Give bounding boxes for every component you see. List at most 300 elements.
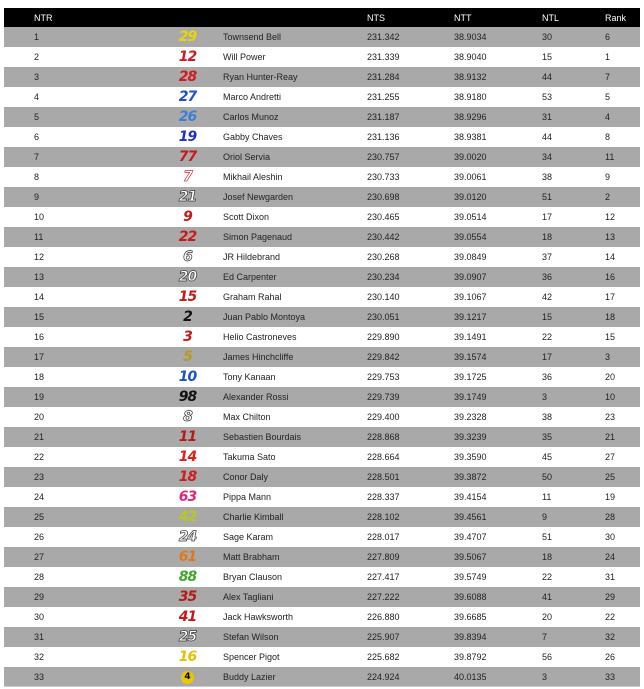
cell-ntl: 38 <box>542 412 553 422</box>
cell-driver-name: Conor Daly <box>223 467 367 487</box>
cell-ntt: 39.1749 <box>454 387 542 407</box>
cell-nts: 228.337 <box>367 492 400 502</box>
cell-ntr: 13 <box>4 267 152 287</box>
cell-rank: 15 <box>605 332 616 342</box>
cell-ntr: 28 <box>34 572 45 582</box>
cell-car-number <box>152 627 223 647</box>
cell-rank: 25 <box>605 467 640 487</box>
cell-rank: 33 <box>605 667 640 687</box>
car-number-logo: 41 <box>178 609 197 625</box>
table-body <box>4 27 640 687</box>
cell-car-number <box>152 207 223 227</box>
cell-ntr: 25 <box>4 507 152 527</box>
cell-ntl: 50 <box>542 467 605 487</box>
cell-driver-name: Alex Tagliani <box>223 587 367 607</box>
cell-driver-name: Tony Kanaan <box>223 372 276 382</box>
cell-ntr: 8 <box>34 172 40 182</box>
car-number-logo: 10 <box>178 369 197 385</box>
cell-nts: 231.342 <box>367 27 454 47</box>
cell-rank: 21 <box>605 427 640 447</box>
cell-ntl: 17 <box>542 212 553 222</box>
cell-nts: 226.880 <box>367 612 400 622</box>
car-number-logo: 77 <box>178 149 197 165</box>
cell-ntl: 30 <box>542 27 605 47</box>
car-number-logo: 2 <box>183 309 192 325</box>
car-number-logo: 7 <box>183 169 192 185</box>
cell-ntr: 22 <box>34 452 45 462</box>
car-number-logo: 16 <box>178 649 197 665</box>
cell-ntt: 38.9381 <box>454 132 487 142</box>
car-number-logo: 63 <box>178 489 197 505</box>
cell-nts: 227.222 <box>367 587 454 607</box>
cell-car-number <box>152 507 223 527</box>
cell-ntl: 37 <box>542 252 553 262</box>
cell-ntt: 39.3239 <box>454 427 542 447</box>
cell-ntt: 39.0020 <box>454 147 542 167</box>
cell-ntr: 33 <box>4 667 152 687</box>
cell-ntt: 39.1217 <box>454 307 542 327</box>
cell-rank: 6 <box>605 27 640 47</box>
cell-ntt: 38.9132 <box>454 67 542 87</box>
cell-ntl: 31 <box>542 107 605 127</box>
cell-driver-name: Alexander Rossi <box>223 387 367 407</box>
cell-rank: 5 <box>605 92 611 102</box>
cell-ntt: 39.0061 <box>454 172 487 182</box>
table-row <box>4 527 640 547</box>
table-header-row <box>4 8 640 27</box>
cell-ntt: 39.1574 <box>454 347 542 367</box>
header-ntl[interactable]: NTL <box>542 8 605 27</box>
table-row <box>4 267 640 287</box>
cell-ntr: 2 <box>34 52 40 62</box>
cell-rank: 16 <box>605 267 640 287</box>
table-row <box>4 547 640 567</box>
cell-rank: 8 <box>605 132 611 142</box>
cell-driver-name: Townsend Bell <box>223 27 367 47</box>
cell-ntl: 41 <box>542 587 605 607</box>
car-number-logo: 27 <box>178 89 197 105</box>
cell-driver-name: Ed Carpenter <box>223 267 367 287</box>
cell-ntl: 53 <box>542 92 553 102</box>
cell-driver-name: Graham Rahal <box>223 292 282 302</box>
header-ntt[interactable]: NTT <box>454 8 542 27</box>
cell-car-number <box>152 667 223 687</box>
table-row <box>4 407 640 427</box>
cell-rank: 24 <box>605 547 640 567</box>
cell-rank: 27 <box>605 452 616 462</box>
cell-ntt: 39.1725 <box>454 372 487 382</box>
car-number-logo: 15 <box>178 289 197 305</box>
car-number-logo: 4 <box>181 671 194 684</box>
cell-ntt: 39.0120 <box>454 187 542 207</box>
header-car-number <box>152 8 223 27</box>
cell-driver-name: Helio Castroneves <box>223 332 297 342</box>
cell-car-number <box>152 547 223 567</box>
cell-nts: 230.465 <box>367 212 400 222</box>
table-row <box>4 207 640 227</box>
cell-driver-name: James Hinchcliffe <box>223 347 367 367</box>
cell-nts: 230.268 <box>367 252 400 262</box>
table-row <box>4 247 640 267</box>
cell-driver-name: Will Power <box>223 52 266 62</box>
cell-driver-name: Simon Pagenaud <box>223 227 367 247</box>
cell-driver-name: Spencer Pigot <box>223 652 280 662</box>
cell-nts: 228.868 <box>367 427 454 447</box>
cell-driver-name: JR Hildebrand <box>223 252 281 262</box>
cell-ntr: 16 <box>34 332 45 342</box>
cell-nts: 225.682 <box>367 652 400 662</box>
cell-ntl: 51 <box>542 532 553 542</box>
cell-ntr: 14 <box>34 292 45 302</box>
cell-nts: 231.136 <box>367 132 400 142</box>
cell-ntl: 44 <box>542 67 605 87</box>
table-row <box>4 107 640 127</box>
cell-car-number <box>152 347 223 367</box>
cell-ntt: 39.4707 <box>454 532 487 542</box>
cell-ntt: 39.0849 <box>454 252 487 262</box>
cell-rank: 28 <box>605 507 640 527</box>
cell-ntl: 34 <box>542 147 605 167</box>
cell-nts: 231.255 <box>367 92 400 102</box>
cell-driver-name: Bryan Clauson <box>223 572 283 582</box>
cell-rank: 2 <box>605 187 640 207</box>
cell-rank: 18 <box>605 307 640 327</box>
cell-nts: 230.733 <box>367 172 400 182</box>
cell-ntr: 1 <box>4 27 152 47</box>
cell-rank: 9 <box>605 172 611 182</box>
car-number-logo: 19 <box>178 129 197 145</box>
cell-ntt: 39.0514 <box>454 212 487 222</box>
cell-nts: 227.809 <box>367 547 454 567</box>
cell-driver-name: Max Chilton <box>223 412 271 422</box>
cell-ntr: 6 <box>34 132 40 142</box>
cell-car-number <box>152 307 223 327</box>
cell-ntl: 9 <box>542 507 605 527</box>
car-number-logo: 21 <box>178 189 197 205</box>
cell-ntr: 30 <box>34 612 45 622</box>
table-row <box>4 147 640 167</box>
cell-rank: 31 <box>605 572 616 582</box>
cell-ntl: 36 <box>542 267 605 287</box>
header-driver <box>223 8 367 27</box>
cell-ntr: 17 <box>4 347 152 367</box>
cell-rank: 19 <box>605 492 616 502</box>
cell-driver-name: Jack Hawksworth <box>223 612 294 622</box>
table-row <box>4 127 640 147</box>
cell-car-number <box>152 27 223 47</box>
cell-ntr: 3 <box>4 67 152 87</box>
cell-ntl: 44 <box>542 132 553 142</box>
cell-nts: 225.907 <box>367 627 454 647</box>
cell-ntr: 12 <box>34 252 45 262</box>
cell-ntr: 11 <box>4 227 152 247</box>
cell-car-number <box>152 607 223 627</box>
cell-car-number <box>152 167 223 187</box>
cell-ntl: 36 <box>542 372 553 382</box>
cell-driver-name: Charlie Kimball <box>223 507 367 527</box>
cell-ntr: 21 <box>4 427 152 447</box>
cell-ntl: 38 <box>542 172 553 182</box>
cell-rank: 3 <box>605 347 640 367</box>
cell-driver-name: Buddy Lazier <box>223 667 367 687</box>
cell-car-number <box>152 407 223 427</box>
cell-car-number <box>152 47 223 67</box>
car-number-logo: 88 <box>178 569 197 585</box>
cell-nts: 230.140 <box>367 292 400 302</box>
cell-driver-name: Ryan Hunter-Reay <box>223 67 367 87</box>
cell-nts: 229.753 <box>367 372 400 382</box>
table-row <box>4 647 640 667</box>
cell-driver-name: Sebastien Bourdais <box>223 427 367 447</box>
cell-car-number <box>152 267 223 287</box>
car-number-logo: 29 <box>178 29 197 45</box>
cell-ntl: 45 <box>542 452 553 462</box>
cell-car-number <box>152 647 223 667</box>
cell-ntl: 42 <box>542 292 553 302</box>
table-row <box>4 447 640 467</box>
cell-car-number <box>152 587 223 607</box>
table-row <box>4 67 640 87</box>
cell-ntt: 39.4561 <box>454 507 542 527</box>
cell-car-number <box>152 127 223 147</box>
cell-ntl: 51 <box>542 187 605 207</box>
cell-car-number <box>152 227 223 247</box>
cell-driver-name: Josef Newgarden <box>223 187 367 207</box>
cell-ntl: 17 <box>542 347 605 367</box>
table-row <box>4 387 640 407</box>
cell-rank: 32 <box>605 627 640 647</box>
cell-nts: 230.234 <box>367 267 454 287</box>
cell-ntt: 40.0135 <box>454 667 542 687</box>
table-row <box>4 87 640 107</box>
cell-ntl: 18 <box>542 547 605 567</box>
cell-nts: 230.757 <box>367 147 454 167</box>
car-number-logo: 14 <box>178 449 197 465</box>
cell-ntl: 56 <box>542 652 553 662</box>
cell-car-number <box>152 87 223 107</box>
cell-ntl: 11 <box>542 492 552 502</box>
cell-car-number <box>152 487 223 507</box>
cell-car-number <box>152 387 223 407</box>
cell-ntt: 39.1067 <box>454 292 487 302</box>
cell-rank: 30 <box>605 532 616 542</box>
cell-driver-name: Marco Andretti <box>223 92 282 102</box>
cell-ntr: 23 <box>4 467 152 487</box>
cell-ntt: 39.1491 <box>454 332 487 342</box>
results-table <box>4 8 640 687</box>
table-row <box>4 507 640 527</box>
table-row <box>4 587 640 607</box>
cell-ntl: 3 <box>542 387 605 407</box>
cell-car-number <box>152 427 223 447</box>
cell-ntt: 39.0907 <box>454 267 542 287</box>
car-number-logo: 22 <box>178 229 197 245</box>
cell-ntr: 27 <box>4 547 152 567</box>
car-number-logo: 61 <box>178 549 197 565</box>
results-table-container <box>4 8 640 687</box>
cell-nts: 228.017 <box>367 532 400 542</box>
table-row <box>4 667 640 687</box>
cell-nts: 230.442 <box>367 227 454 247</box>
cell-ntt: 39.5067 <box>454 547 542 567</box>
cell-ntt: 39.8792 <box>454 652 487 662</box>
table-row <box>4 47 640 67</box>
table-row <box>4 167 640 187</box>
cell-car-number <box>152 287 223 307</box>
car-number-logo: 28 <box>178 69 197 85</box>
car-number-logo: 11 <box>178 429 197 445</box>
cell-driver-name: Stefan Wilson <box>223 627 367 647</box>
cell-driver-name: Takuma Sato <box>223 452 276 462</box>
cell-car-number <box>152 247 223 267</box>
car-number-logo: 35 <box>178 589 197 605</box>
cell-driver-name: Juan Pablo Montoya <box>223 307 367 327</box>
cell-driver-name: Carlos Munoz <box>223 107 367 127</box>
cell-rank: 4 <box>605 107 640 127</box>
cell-ntt: 38.9296 <box>454 107 542 127</box>
cell-ntt: 39.4154 <box>454 492 487 502</box>
cell-nts: 230.698 <box>367 187 454 207</box>
cell-rank: 1 <box>605 52 611 62</box>
table-row <box>4 467 640 487</box>
car-number-logo: 3 <box>183 329 192 345</box>
cell-nts: 228.664 <box>367 452 400 462</box>
cell-ntr: 29 <box>4 587 152 607</box>
cell-ntr: 19 <box>4 387 152 407</box>
cell-driver-name: Mikhail Aleshin <box>223 172 283 182</box>
cell-ntl: 7 <box>542 627 605 647</box>
cell-ntt: 39.6685 <box>454 612 487 622</box>
car-number-logo: 25 <box>178 629 197 645</box>
table-row <box>4 287 640 307</box>
table-row <box>4 367 640 387</box>
cell-ntl: 22 <box>542 572 553 582</box>
cell-rank: 10 <box>605 387 640 407</box>
cell-ntt: 38.9180 <box>454 92 487 102</box>
cell-car-number <box>152 67 223 87</box>
table-row <box>4 427 640 447</box>
cell-car-number <box>152 147 223 167</box>
cell-nts: 231.339 <box>367 52 400 62</box>
cell-driver-name: Sage Karam <box>223 532 274 542</box>
table-row <box>4 347 640 367</box>
cell-driver-name: Matt Brabham <box>223 547 367 567</box>
cell-ntr: 4 <box>34 92 40 102</box>
cell-car-number <box>152 187 223 207</box>
cell-driver-name: Scott Dixon <box>223 212 270 222</box>
cell-nts: 227.417 <box>367 572 400 582</box>
cell-car-number <box>152 107 223 127</box>
cell-driver-name: Gabby Chaves <box>223 132 283 142</box>
cell-ntr: 10 <box>34 212 45 222</box>
cell-driver-name: Pippa Mann <box>223 492 272 502</box>
cell-ntt: 39.0554 <box>454 227 542 247</box>
header-nts[interactable]: NTS <box>367 8 454 27</box>
cell-nts: 228.102 <box>367 507 454 527</box>
table-row <box>4 187 640 207</box>
cell-ntl: 35 <box>542 427 605 447</box>
cell-ntr: 26 <box>34 532 45 542</box>
cell-nts: 224.924 <box>367 667 454 687</box>
cell-nts: 229.400 <box>367 412 400 422</box>
cell-car-number <box>152 367 223 387</box>
cell-rank: 14 <box>605 252 616 262</box>
cell-ntl: 20 <box>542 612 553 622</box>
cell-nts: 229.842 <box>367 347 454 367</box>
cell-car-number <box>152 327 223 347</box>
cell-ntr: 5 <box>4 107 152 127</box>
cell-ntl: 22 <box>542 332 553 342</box>
cell-ntr: 15 <box>4 307 152 327</box>
cell-nts: 229.739 <box>367 387 454 407</box>
cell-ntr: 9 <box>4 187 152 207</box>
table-row <box>4 27 640 47</box>
cell-ntt: 39.8394 <box>454 627 542 647</box>
cell-ntl: 15 <box>542 52 553 62</box>
car-number-logo: 24 <box>178 529 197 545</box>
cell-ntl: 18 <box>542 227 605 247</box>
header-rank[interactable]: Rank <box>605 8 640 27</box>
cell-rank: 22 <box>605 612 616 622</box>
cell-rank: 7 <box>605 67 640 87</box>
car-number-logo: 5 <box>183 349 192 365</box>
cell-ntr: 24 <box>34 492 45 502</box>
cell-nts: 229.890 <box>367 332 400 342</box>
cell-ntr: 20 <box>34 412 45 422</box>
cell-rank: 13 <box>605 227 640 247</box>
cell-ntr: 31 <box>4 627 152 647</box>
car-number-logo: 20 <box>178 269 197 285</box>
cell-ntt: 39.3872 <box>454 467 542 487</box>
table-row <box>4 327 640 347</box>
cell-nts: 230.051 <box>367 307 454 327</box>
cell-ntl: 3 <box>542 667 605 687</box>
cell-car-number <box>152 527 223 547</box>
cell-ntr: 18 <box>34 372 45 382</box>
table-bottom-divider <box>4 686 640 687</box>
cell-ntr: 32 <box>34 652 45 662</box>
cell-car-number <box>152 447 223 467</box>
table-row <box>4 227 640 247</box>
table-row <box>4 627 640 647</box>
car-number-logo: 18 <box>178 469 197 485</box>
car-number-logo: 42 <box>178 509 197 525</box>
cell-nts: 231.187 <box>367 107 454 127</box>
cell-car-number <box>152 567 223 587</box>
table-row <box>4 487 640 507</box>
cell-ntt: 39.6088 <box>454 587 542 607</box>
car-number-logo: 8 <box>183 409 192 425</box>
cell-ntt: 38.9040 <box>454 52 487 62</box>
cell-rank: 23 <box>605 412 616 422</box>
car-number-logo: 6 <box>183 249 192 265</box>
table-row <box>4 567 640 587</box>
cell-rank: 20 <box>605 372 616 382</box>
cell-rank: 29 <box>605 587 640 607</box>
cell-rank: 17 <box>605 292 616 302</box>
cell-driver-name: Oriol Servia <box>223 147 367 167</box>
cell-nts: 228.501 <box>367 467 454 487</box>
cell-ntt: 39.5749 <box>454 572 487 582</box>
cell-ntt: 39.3590 <box>454 452 487 462</box>
table-row <box>4 307 640 327</box>
car-number-logo: 9 <box>183 209 192 225</box>
table-row <box>4 607 640 627</box>
cell-rank: 12 <box>605 212 616 222</box>
header-ntr[interactable]: NTR <box>4 8 152 27</box>
cell-car-number <box>152 467 223 487</box>
cell-ntt: 39.2328 <box>454 412 487 422</box>
